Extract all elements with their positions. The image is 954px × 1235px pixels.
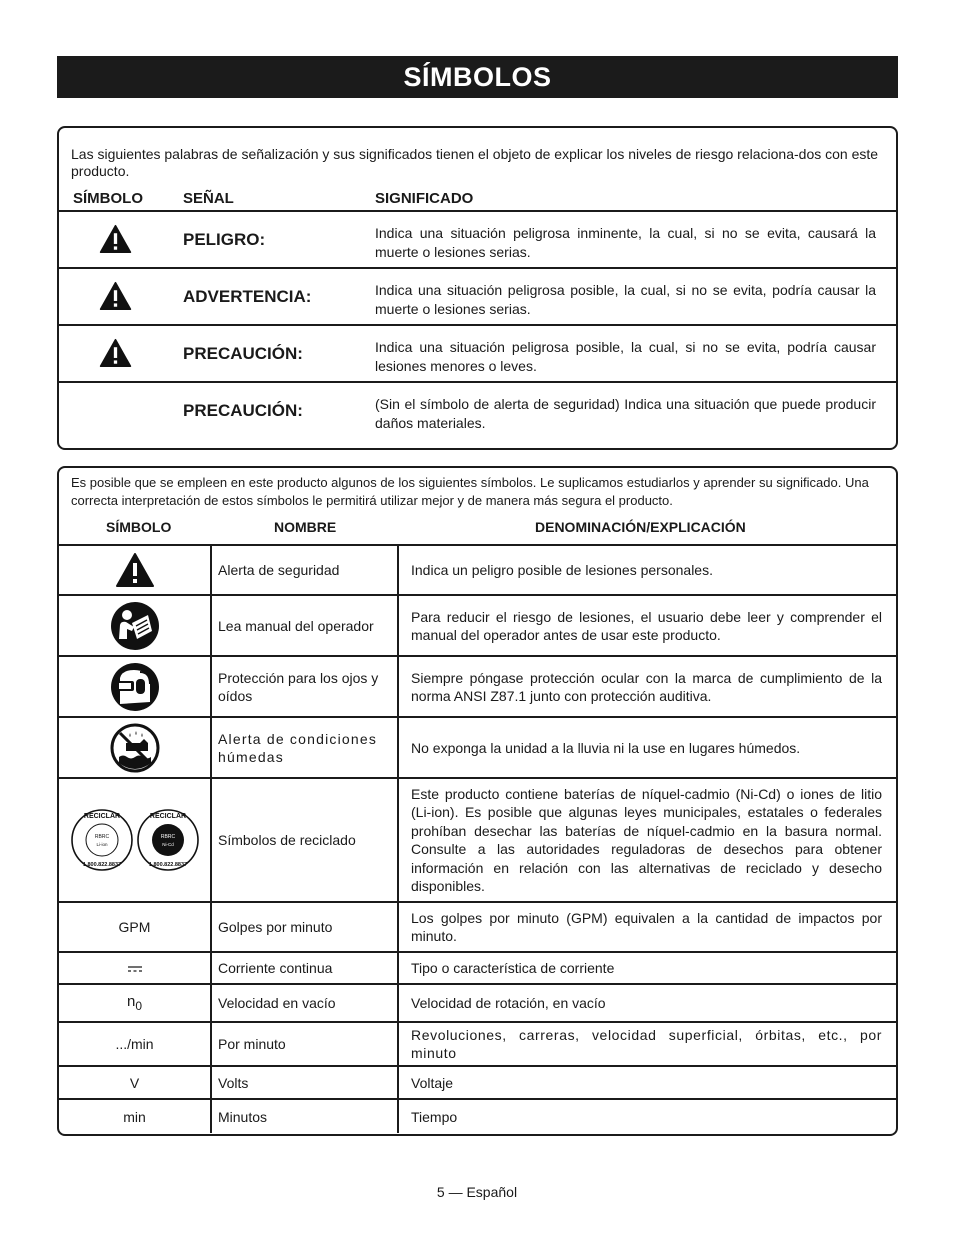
- name-cell: Alerta de condiciones húmedas: [211, 717, 398, 778]
- signal-words-box: [57, 126, 898, 450]
- table-row: [59, 778, 896, 902]
- symbol-cell: [59, 595, 211, 656]
- signal-row-peligro: [59, 210, 896, 267]
- header-meaning: SIGNIFICADO: [375, 190, 474, 207]
- symbol-cell: [59, 984, 211, 1022]
- signal-label: PRECAUCIÓN:: [183, 401, 303, 420]
- symbols-table: [59, 544, 896, 1133]
- name-cell: Por minuto: [211, 1022, 398, 1066]
- explanation-cell: Tiempo: [398, 1099, 896, 1133]
- table-row: [59, 595, 896, 656]
- name-cell: Símbolos de reciclado: [211, 778, 398, 902]
- symbols-box: [57, 466, 898, 1136]
- symbol-cell: min: [59, 1099, 211, 1133]
- seal-phone-text: 1.800.822.8837: [148, 862, 187, 868]
- table-row: [59, 952, 896, 984]
- seal-middle-text: RBRC: [160, 834, 175, 840]
- table-row: [59, 984, 896, 1022]
- explanation-cell: Voltaje: [398, 1066, 896, 1099]
- signal-meaning: Indica una situación peligrosa posible, la cual, si no se evita, podría causar la muerte o lesiones serias.: [375, 282, 876, 317]
- eye-ear-protection-icon: [110, 662, 160, 712]
- page-footer: 5 — Español: [436, 1184, 518, 1200]
- signal-row-precaucion-no-symbol: [59, 381, 896, 443]
- page-title: SÍMBOLOS: [57, 56, 898, 98]
- symbol-cell: [59, 717, 211, 778]
- warning-triangle-icon: [99, 281, 132, 311]
- symbols-table-header: [59, 510, 896, 538]
- seal-phone-text: 1.800.822.8837: [82, 862, 121, 868]
- table-row: [59, 1066, 896, 1099]
- signal-meaning: Indica una situación peligrosa inminente, la cual, si no se evita, causará la muerte o lesiones serias.: [375, 225, 876, 260]
- name-cell: Minutos: [211, 1099, 398, 1133]
- direct-current-icon: [127, 964, 143, 974]
- signal-row-advertencia: [59, 267, 896, 324]
- table-row: [59, 717, 896, 778]
- symbol-cell: V: [59, 1066, 211, 1099]
- explanation-cell: Este producto contiene baterías de níquel-cadmio (Ni-Cd) o iones de litio (Li-ion). Es posible que algunas leyes municipales, estatales o federales prohíban desechar las baterías de níquel-cadmio en la basura normal. Consulte a las autoridades reguladoras de desechos para obtener información en relación con las alternativas de reciclado y desecho disponibles.: [398, 778, 896, 902]
- name-cell: Volts: [211, 1066, 398, 1099]
- signal-meaning: Indica una situación peligrosa posible, la cual, si no se evita, podría causar lesiones menores o leves.: [375, 339, 876, 374]
- signal-label: ADVERTENCIA:: [183, 287, 312, 306]
- seal-middle-text: RBRC: [94, 834, 109, 840]
- explanation-cell: Indica un peligro posible de lesiones personales.: [398, 545, 896, 595]
- symbol-cell: [59, 952, 211, 984]
- warning-triangle-icon: [99, 224, 132, 254]
- no-load-speed-subscript: 0: [135, 998, 143, 1013]
- name-cell: Velocidad en vacío: [211, 984, 398, 1022]
- explanation-cell: Tipo o característica de corriente: [398, 952, 896, 984]
- table-row: [59, 1022, 896, 1066]
- header-name: NOMBRE: [274, 519, 337, 535]
- header-symbol: SÍMBOLO: [73, 190, 143, 207]
- wet-conditions-icon: [110, 723, 160, 773]
- name-cell: Golpes por minuto: [211, 902, 398, 952]
- symbol-cell: .../min: [59, 1022, 211, 1066]
- seal-top-text: RECICLAR: [149, 813, 186, 820]
- table-row: [59, 545, 896, 595]
- symbol-cell: [59, 656, 211, 717]
- signal-intro-text: Las siguientes palabras de señalización y sus significados tienen el objeto de explicar los niveles de riesgo relaciona-dos con este producto.: [71, 146, 879, 179]
- recycle-seal-nicd: [138, 810, 198, 870]
- seal-chem-text: Li-ion: [95, 842, 108, 847]
- name-cell: Protección para los ojos y oídos: [211, 656, 398, 717]
- read-manual-icon: [110, 601, 160, 651]
- symbol-cell: [59, 778, 211, 902]
- signal-table-header: [59, 180, 896, 210]
- symbols-intro-text: Es posible que se empleen en este producto algunos de los siguientes símbolos. Le suplicamos estudiarlos y aprender su significado. Una correcta interpretación de estos símbolos le permitirá utilizar mejor y de manera más segura el producto.: [71, 475, 869, 508]
- seal-top-text: RECICLAR: [83, 813, 120, 820]
- explanation-cell: Siempre póngase protección ocular con la marca de cumplimiento de la norma ANSI Z87.1 junto con protección auditiva.: [398, 656, 896, 717]
- explanation-cell: Revoluciones, carreras, velocidad superficial, órbitas, etc., por minuto: [398, 1022, 896, 1066]
- explanation-cell: Velocidad de rotación, en vacío: [398, 984, 896, 1022]
- explanation-cell: No exponga la unidad a la lluvia ni la use en lugares húmedos.: [398, 717, 896, 778]
- explanation-cell: Los golpes por minuto (GPM) equivalen a la cantidad de impactos por minuto.: [398, 902, 896, 952]
- seal-chem-text: Ni-Cd: [161, 842, 174, 847]
- signal-label: PRECAUCIÓN:: [183, 344, 303, 363]
- header-symbol: SÍMBOLO: [106, 519, 172, 535]
- warning-triangle-icon: [115, 552, 155, 588]
- explanation-cell: Para reducir el riesgo de lesiones, el usuario debe leer y comprender el manual del operador antes de usar este producto.: [398, 595, 896, 656]
- recycle-seal-icon: [70, 808, 200, 872]
- header-signal: SEÑAL: [183, 190, 234, 207]
- warning-triangle-icon: [99, 338, 132, 368]
- table-row: [59, 902, 896, 952]
- symbol-cell: GPM: [59, 902, 211, 952]
- no-load-speed-symbol: n: [126, 992, 136, 1010]
- symbol-cell: [59, 545, 211, 595]
- signal-label: PELIGRO:: [183, 230, 266, 249]
- signal-row-precaucion: [59, 324, 896, 381]
- table-row: [59, 656, 896, 717]
- recycle-seal-liion: [72, 810, 132, 870]
- name-cell: Corriente continua: [211, 952, 398, 984]
- signal-meaning: (Sin el símbolo de alerta de seguridad) Indica una situación que puede producir daños materiales.: [375, 396, 876, 431]
- table-row: [59, 1099, 896, 1133]
- name-cell: Lea manual del operador: [211, 595, 398, 656]
- name-cell: Alerta de seguridad: [211, 545, 398, 595]
- header-explanation: DENOMINACIÓN/EXPLICACIÓN: [535, 519, 746, 535]
